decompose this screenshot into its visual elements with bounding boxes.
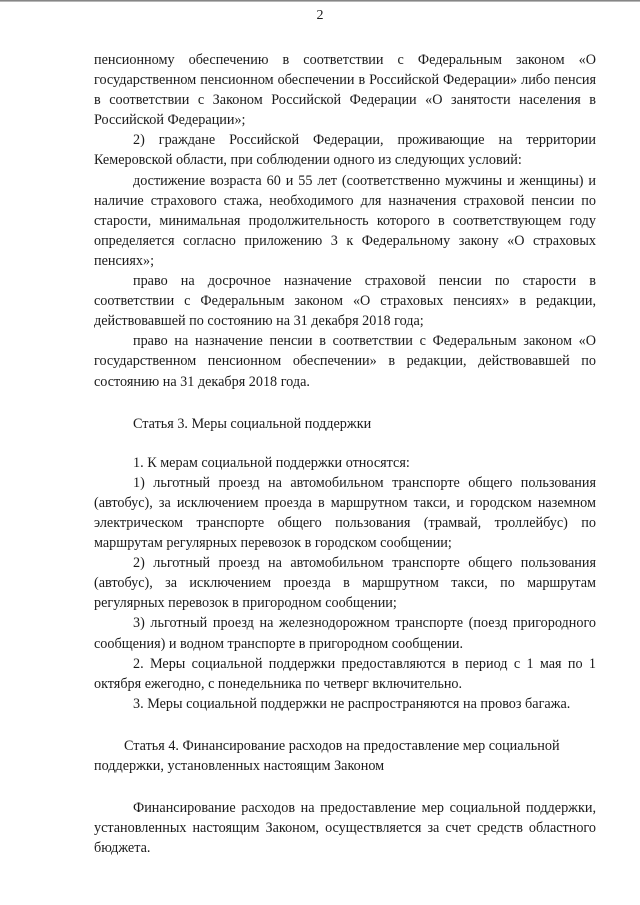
article-3-clause-1: 1. К мерам социальной поддержки относятся: [133, 454, 410, 471]
paragraph-item-2: 2) граждане Российской Федерации, проживающие на территории Кемеровской области, при соблюдении одного из следующих условий: [94, 132, 596, 169]
article-3-title: Статья 3. Меры социальной поддержки [133, 415, 372, 432]
article-3-clause-2: 2. Меры социальной поддержки предоставляются в период с 1 мая по 1 октября ежегодно, с понедельника по четверг включительно. [94, 655, 596, 692]
article-3-clause-1-item-1: 1) льготный проезд на автомобильном транспорте общего пользования (автобус), за исключением проезда в маршрутном такси, и городском наземном электрическом транспорте общего пользования (трамвай, троллейбус) по маршрутам регулярных перевозок в городском сообщении; [94, 474, 596, 552]
scan-edge [0, 0, 640, 2]
paragraph-condition-early-pension: право на досрочное назначение страховой пенсии по старости в соответствии с Федеральным законом «О страховых пенсиях» в редакции, действовавшей по состоянию на 31 декабря 2018 года; [94, 273, 596, 330]
article-3-clause-1-item-2: 2) льготный проезд на автомобильном транспорте общего пользования (автобус), за исключением проезда в маршрутном такси, по маршрутам регулярных перевозок в пригородном сообщении; [94, 555, 596, 612]
article-4-text: Финансирование расходов на предоставление мер социальной поддержки, установленных настоящим Законом, осуществляется за счет средств областного бюджета. [94, 800, 596, 857]
paragraph-condition-state-pension: право на назначение пенсии в соответствии с Федеральным законом «О государственном пенсионном обеспечении» в редакции, действовавшей по состоянию на 31 декабря 2018 года. [94, 333, 596, 390]
article-3-clause-3: 3. Меры социальной поддержки не распространяются на провоз багажа. [133, 695, 571, 712]
article-3-clause-1-item-3: 3) льготный проезд на железнодорожном транспорте (поезд пригородного сообщения) и водном транспорте в пригородном сообщении. [94, 615, 596, 652]
paragraph-condition-age: достижение возраста 60 и 55 лет (соответственно мужчины и женщины) и наличие страхового стажа, необходимого для назначения страховой пенсии по старости, минимальная продолжительность которого в соответствующем году определяется согласно приложению 3 к Федеральному закону «О страховых пенсиях»; [94, 172, 596, 269]
document-body [94, 50, 596, 858]
paragraph-pension-continuation: пенсионному обеспечению в соответствии с Федеральным законом «О государственном пенсионном обеспечении в Российской Федерации» либо пенсия в соответствии с Законом Российской Федерации «О занятости населения в Российской Федерации»; [94, 52, 596, 129]
article-4-title: Статья 4. Финансирование расходов на предоставление мер социальной поддержки, установленных настоящим Законом [94, 737, 560, 774]
page-number: 2 [316, 8, 324, 23]
